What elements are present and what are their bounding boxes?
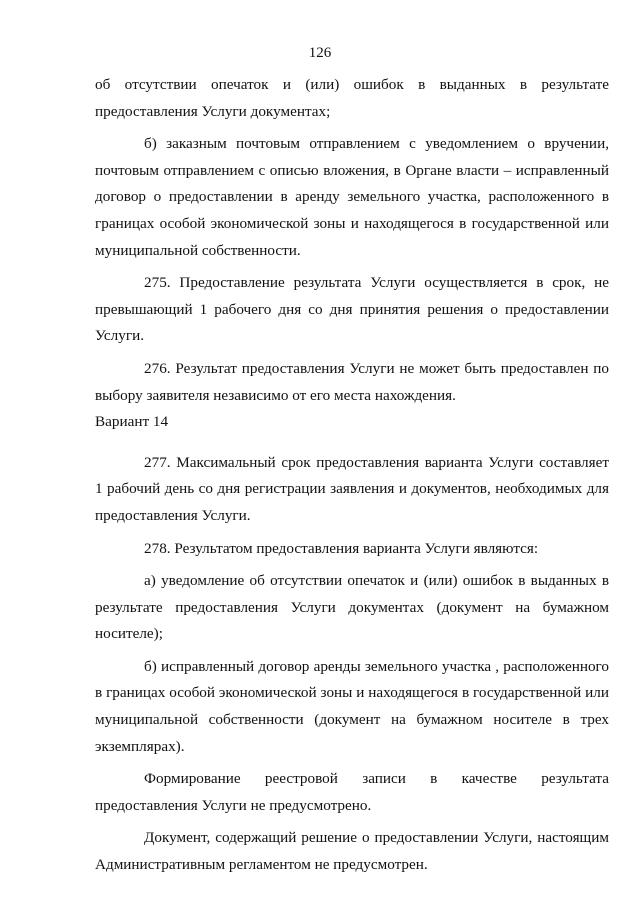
paragraph-continuation: об отсутствии опечаток и (или) ошибок в выданных в результате предоставления Услуги документах; (95, 76, 609, 120)
document-body (95, 72, 609, 879)
paragraph-decision-document: Документ, содержащий решение о предоставлении Услуги, настоящим Административным регламентом не предусмотрен. (95, 829, 609, 874)
paragraph-278: 278. Результатом предоставления варианта Услуги являются: (144, 539, 539, 557)
paragraph-276: 276. Результат предоставления Услуги не может быть предоставлен по выбору заявителя независимо от его места нахождения. (95, 359, 609, 404)
section-heading-variant-14: Вариант 14 (95, 413, 169, 431)
paragraph-item-a-notice: а) уведомление об отсутствии опечаток и (или) ошибок в выданных в результате предоставления Услуги документах (документ на бумажном носителе); (95, 572, 609, 643)
paragraph-275: 275. Предоставление результата Услуги осуществляется в срок, не превышающий 1 рабочего дня со дня принятия решения о предоставлении Услуги. (95, 274, 609, 345)
paragraph-277: 277. Максимальный срок предоставления варианта Услуги составляет 1 рабочий день со дня регистрации заявления и документов, необходимых для предоставления Услуги. (95, 453, 609, 524)
paragraph-registry-record: Формирование реестровой записи в качестве результата предоставления Услуги не предусмотрено. (95, 770, 609, 814)
paragraph-item-b-mail: б) заказным почтовым отправлением с уведомлением о вручении, почтовым отправлением с описью вложения, в Органе власти – исправленный договор о предоставлении в аренду земельного участка, расположенного в границах особой экономической зоны и находящегося в государственной или муниципальной собственности. (95, 135, 609, 259)
page-number: 126 (308, 45, 332, 61)
paragraph-item-b-contract: б) исправленный договор аренды земельного участка , расположенного в границах особой экономической зоны и находящегося в государственной или муниципальной собственности (документ на бумажном носителе в трех экземплярах). (95, 657, 609, 755)
